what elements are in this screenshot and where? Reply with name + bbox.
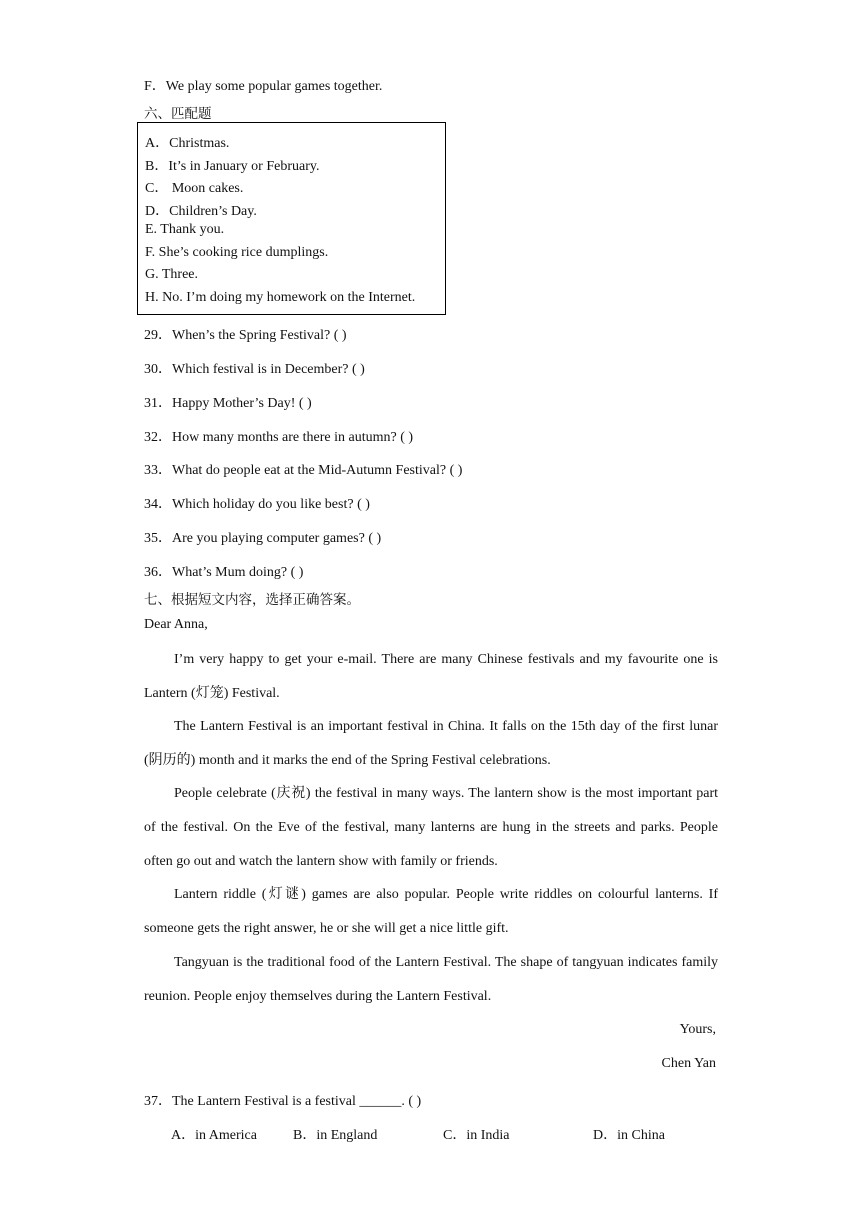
question-33: 33．What do people eat at the Mid-Autumn Festival? ( ) xyxy=(144,463,463,478)
question-36: 36．What’s Mum doing? ( ) xyxy=(144,565,304,580)
match-option-g: G. Three. xyxy=(145,267,198,282)
choice-a: A．in America xyxy=(171,1128,257,1143)
letter-signature: Chen Yan xyxy=(661,1056,716,1071)
choice-c: C．in India xyxy=(443,1128,510,1143)
match-option-f: F. She’s cooking rice dumplings. xyxy=(145,245,329,260)
match-option-d: D．Children’s Day. xyxy=(145,204,257,219)
choice-b: B．in England xyxy=(293,1128,378,1143)
option-f-line: F．We play some popular games together. xyxy=(144,79,383,94)
letter-paragraph-3: People celebrate (庆祝) the festival in many ways. The lantern show is the most important part of the festival. On the Eve of the festival, many lanterns are hung in the streets and parks. People often go out and watch the lantern show with family or friends. xyxy=(144,786,718,869)
letter-closing: Yours, xyxy=(679,1022,716,1037)
choice-d: D．in China xyxy=(593,1128,665,1143)
question-29: 29．When’s the Spring Festival? ( ) xyxy=(144,328,347,343)
matching-options-box xyxy=(137,122,446,315)
question-30: 30．Which festival is in December? ( ) xyxy=(144,362,365,377)
section-6-heading: 六、匹配题 xyxy=(144,106,212,122)
question-31: 31．Happy Mother’s Day! ( ) xyxy=(144,396,312,411)
question-34: 34．Which holiday do you like best? ( ) xyxy=(144,497,370,512)
match-option-a: A．Christmas. xyxy=(145,136,230,151)
match-option-b: B．It’s in January or February. xyxy=(145,159,320,174)
section-7-heading: 七、根据短文内容，选择正确答案。 xyxy=(144,592,360,608)
question-35: 35．Are you playing computer games? ( ) xyxy=(144,531,382,546)
match-option-c: C． Moon cakes. xyxy=(145,181,244,196)
letter-greeting: Dear Anna, xyxy=(144,617,208,632)
letter-paragraph-4: Lantern riddle (灯谜) games are also popular. People write riddles on colourful lanterns. If someone gets the right answer, he or she will get a nice little gift. xyxy=(144,887,718,936)
letter-paragraph-1: I’m very happy to get your e-mail. There are many Chinese festivals and my favourite one is Lantern (灯笼) Festival. xyxy=(144,652,718,701)
match-option-h: H. No. I’m doing my homework on the Internet. xyxy=(145,290,416,305)
question-32: 32．How many months are there in autumn? ( ) xyxy=(144,430,414,445)
letter-paragraph-5: Tangyuan is the traditional food of the Lantern Festival. The shape of tangyuan indicates family reunion. People enjoy themselves during the Lantern Festival. xyxy=(144,955,718,1004)
question-37: 37．The Lantern Festival is a festival ______. ( ) xyxy=(144,1094,422,1109)
letter-paragraph-2: The Lantern Festival is an important festival in China. It falls on the 15th day of the first lunar (阴历的) month and it marks the end of the Spring Festival celebrations. xyxy=(144,719,718,768)
match-option-e: E. Thank you. xyxy=(145,222,225,237)
